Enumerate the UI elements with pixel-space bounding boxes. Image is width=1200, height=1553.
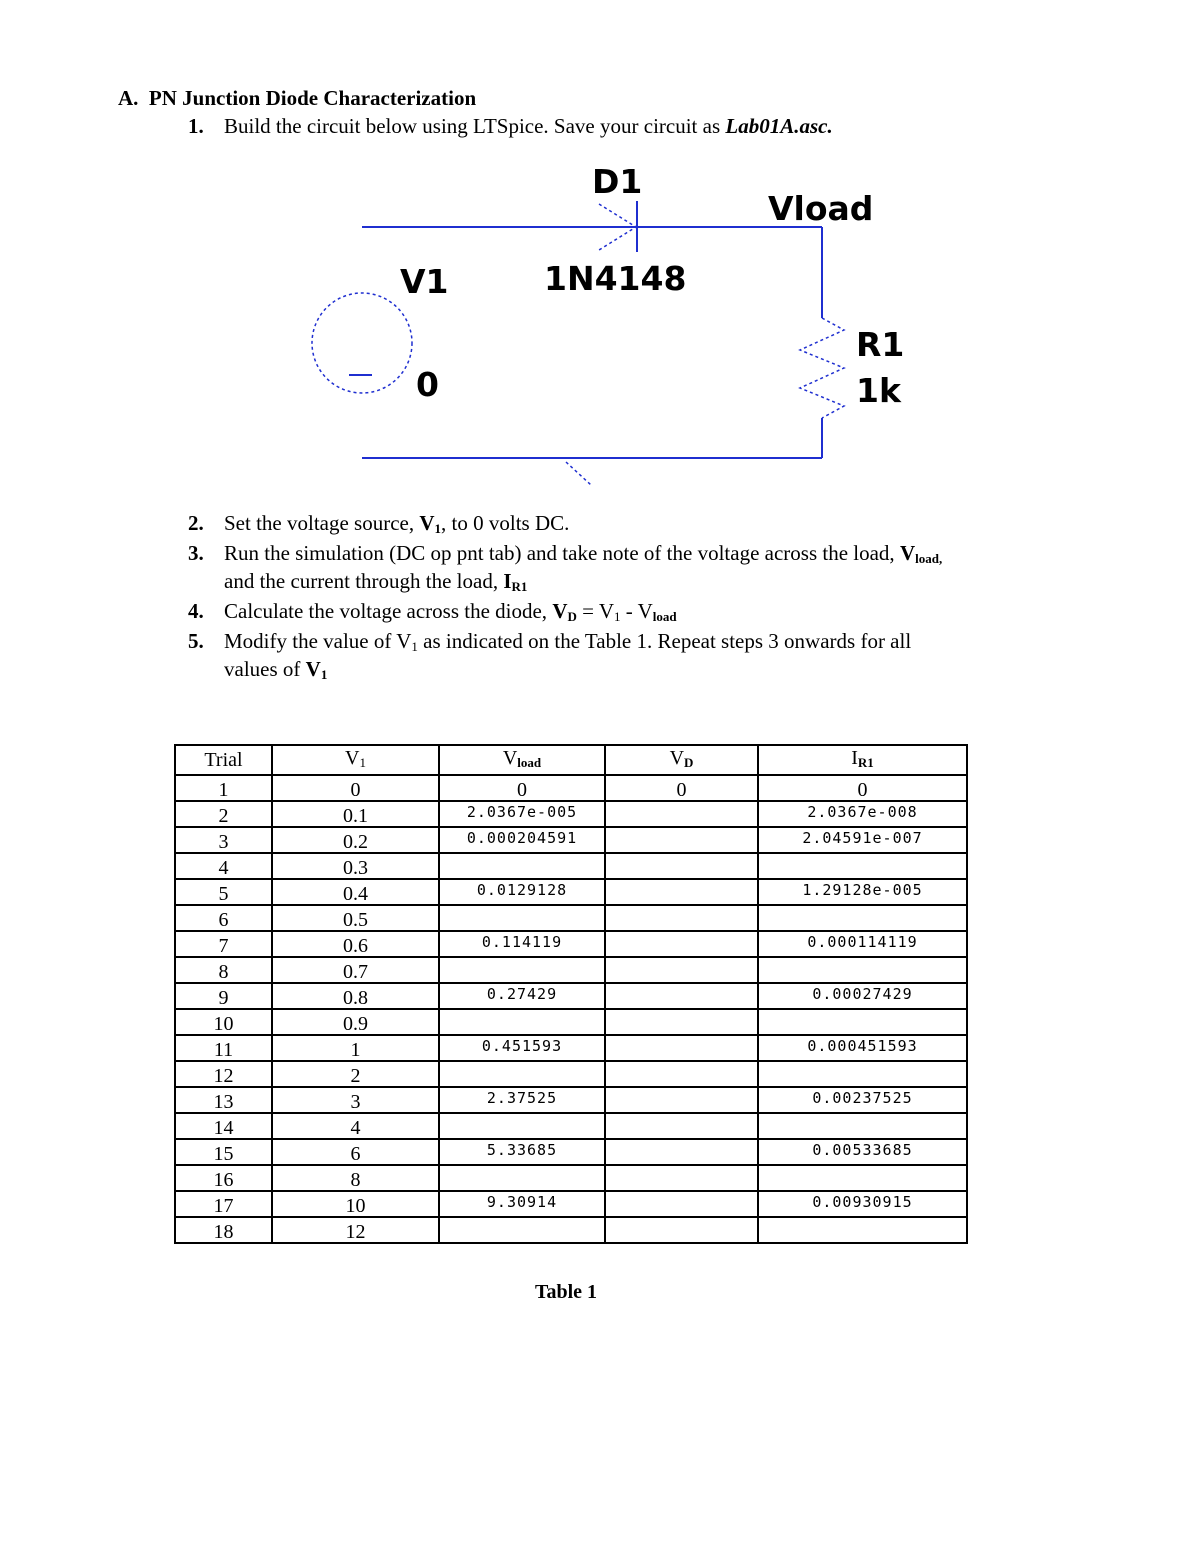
table-row [175,1217,967,1243]
step-text-b: , to 0 volts DC. [441,511,570,535]
var-i: I [503,569,512,593]
step-number: 4. [188,599,204,623]
step-text-a: Build the circuit below using LTSpice. Save your circuit as [224,114,726,138]
table-row [175,1165,967,1191]
eq-text: = V [576,599,615,623]
cell-v1: 6 [272,1139,439,1165]
cell-ir1 [758,1165,967,1191]
cell-vload: 5.33685 [439,1139,605,1165]
cell-trial: 12 [175,1061,272,1087]
cell-trial: 10 [175,1009,272,1035]
header-sub: load [517,754,542,770]
label-r1: R1 [856,325,905,364]
cell-ir1: 0.00533685 [758,1139,967,1165]
table-row [175,775,967,801]
cell-vload: 0.451593 [439,1035,605,1061]
cell-trial: 11 [175,1035,272,1061]
var-sub: 1 [411,639,418,654]
cell-ir1 [758,1061,967,1087]
step-number: 5. [188,629,204,653]
cell-vd [605,1009,758,1035]
header-vd [605,745,758,775]
cell-v1: 12 [272,1217,439,1243]
table-row [175,983,967,1009]
step-text-a: Run the simulation (DC op pnt tab) and take note of the voltage across the load, [224,541,900,565]
cell-ir1: 2.0367e-008 [758,801,967,827]
cell-vd [605,1217,758,1243]
var-sub: R1 [511,579,528,594]
header-sub: D [684,754,694,770]
var-sub: 1 [614,609,621,624]
cell-v1: 0 [272,775,439,801]
header-vload [439,745,605,775]
step-text [224,599,677,625]
results-table [174,744,968,1244]
cell-ir1 [758,1113,967,1139]
cell-vd [605,879,758,905]
circuit-schematic [0,0,1200,500]
cell-v1: 0.6 [272,931,439,957]
cell-vload [439,1009,605,1035]
cell-trial: 1 [175,775,272,801]
cell-ir1: 0.000451593 [758,1035,967,1061]
label-vload: Vload [768,189,874,228]
table-row [175,853,967,879]
cell-v1: 1 [272,1035,439,1061]
cell-ir1 [758,853,967,879]
table-row [175,957,967,983]
cell-ir1: 0.00930915 [758,1191,967,1217]
header-ir1 [758,745,967,775]
cell-ir1 [758,1009,967,1035]
step-number: 3. [188,541,204,565]
step-number: 2. [188,511,204,535]
cell-ir1: 1.29128e-005 [758,879,967,905]
section-title: PN Junction Diode Characterization [148,86,477,110]
cell-vload: 0.114119 [439,931,605,957]
table-row [175,1061,967,1087]
cell-ir1: 0.00027429 [758,983,967,1009]
cell-vd [605,1113,758,1139]
header-sub: 1 [359,754,366,770]
label-v1-value: 0 [416,365,439,404]
step-text-line2 [224,657,327,683]
table-row [175,879,967,905]
var-vd: V [552,599,568,623]
cell-trial: 16 [175,1165,272,1191]
cell-trial: 6 [175,905,272,931]
label-d1: D1 [592,162,643,201]
cell-vload: 0 [439,775,605,801]
cell-v1: 3 [272,1087,439,1113]
cell-vd [605,1061,758,1087]
cell-ir1: 0 [758,775,967,801]
cell-vload: 2.0367e-005 [439,801,605,827]
var-sub: load [652,609,677,624]
var-v: V [899,541,916,565]
table-caption: Table 1 [535,1281,598,1303]
header-label: I [851,746,858,769]
var-sub: 1 [320,667,328,682]
cell-trial: 4 [175,853,272,879]
cell-v1: 8 [272,1165,439,1191]
file-name: Lab01A.asc. [725,114,833,138]
cell-vd: 0 [605,775,758,801]
cell-trial: 5 [175,879,272,905]
cell-vd [605,827,758,853]
cell-vd [605,931,758,957]
cell-v1: 0.1 [272,801,439,827]
cell-trial: 7 [175,931,272,957]
var-v: V [419,511,435,535]
cell-v1: 2 [272,1061,439,1087]
step-text-a: and the current through the load, [224,569,504,593]
table-body [175,775,967,1243]
cell-v1: 0.4 [272,879,439,905]
minus-text: - V [620,599,653,623]
cell-vload: 2.37525 [439,1087,605,1113]
cell-vload [439,1165,605,1191]
cell-vload: 0.000204591 [439,827,605,853]
cell-trial: 15 [175,1139,272,1165]
cell-vload: 0.27429 [439,983,605,1009]
cell-v1: 0.7 [272,957,439,983]
step-text-b: as indicated on the Table 1. Repeat steps 3 onwards for all [417,629,912,653]
var-sub: load, [915,551,943,566]
header-label: V [502,746,518,769]
header-label: V [669,746,685,769]
cell-v1: 10 [272,1191,439,1217]
label-r1-value: 1k [856,371,901,410]
table-header-row [175,745,967,775]
step-text-a: Modify the value of V [224,629,412,653]
table-row [175,827,967,853]
cell-v1: 4 [272,1113,439,1139]
cell-vload [439,1113,605,1139]
cell-vd [605,1035,758,1061]
label-v1: V1 [400,262,449,301]
step-text-line1 [224,629,911,655]
cell-vload [439,905,605,931]
cell-trial: 2 [175,801,272,827]
section-label: A. [118,86,139,110]
cell-trial: 14 [175,1113,272,1139]
table-row [175,1009,967,1035]
step-text-a: Set the voltage source, [224,511,420,535]
cell-ir1: 0.00237525 [758,1087,967,1113]
var-sub: D [567,609,577,624]
table-row [175,1113,967,1139]
header-label: V [345,746,360,769]
var-v: V [305,657,321,681]
table-row [175,1139,967,1165]
table-row [175,1087,967,1113]
cell-trial: 18 [175,1217,272,1243]
cell-vload: 0.0129128 [439,879,605,905]
cell-trial: 3 [175,827,272,853]
cell-v1: 0.2 [272,827,439,853]
table-row [175,905,967,931]
resistor-zigzag-icon [800,318,844,418]
cell-trial: 17 [175,1191,272,1217]
table-row [175,801,967,827]
cell-ir1 [758,957,967,983]
step-text-a: Calculate the voltage across the diode, [224,599,553,623]
voltage-source-icon [312,293,412,393]
cell-vd [605,1087,758,1113]
step-text [224,511,569,537]
cell-trial: 8 [175,957,272,983]
cell-v1: 0.8 [272,983,439,1009]
var-sub: 1 [434,521,442,536]
cell-vd [605,801,758,827]
step-text-a: values of [224,657,306,681]
cell-vd [605,983,758,1009]
cell-vd [605,905,758,931]
cell-ir1 [758,1217,967,1243]
cell-ir1: 2.04591e-007 [758,827,967,853]
cell-vd [605,957,758,983]
step-text-line1 [224,541,942,567]
label-diode-model: 1N4148 [544,259,687,298]
cell-vload [439,1061,605,1087]
table-row [175,1035,967,1061]
cell-vload [439,957,605,983]
cell-trial: 13 [175,1087,272,1113]
header-sub: R1 [857,754,874,770]
step-number: 1. [188,114,204,138]
cell-vload [439,853,605,879]
cell-v1: 0.3 [272,853,439,879]
header-label: Trial [204,749,243,771]
cell-vd [605,1191,758,1217]
cell-vload: 9.30914 [439,1191,605,1217]
cell-v1: 0.9 [272,1009,439,1035]
cell-vd [605,1165,758,1191]
table-row [175,1191,967,1217]
ground-marker [566,462,591,485]
cell-ir1 [758,905,967,931]
cell-ir1: 0.000114119 [758,931,967,957]
cell-vd [605,853,758,879]
cell-vload [439,1217,605,1243]
cell-trial: 9 [175,983,272,1009]
header-v1 [272,745,439,775]
cell-v1: 0.5 [272,905,439,931]
step-text-line2 [224,569,527,595]
header-trial [175,745,272,775]
cell-vd [605,1139,758,1165]
table-row [175,931,967,957]
